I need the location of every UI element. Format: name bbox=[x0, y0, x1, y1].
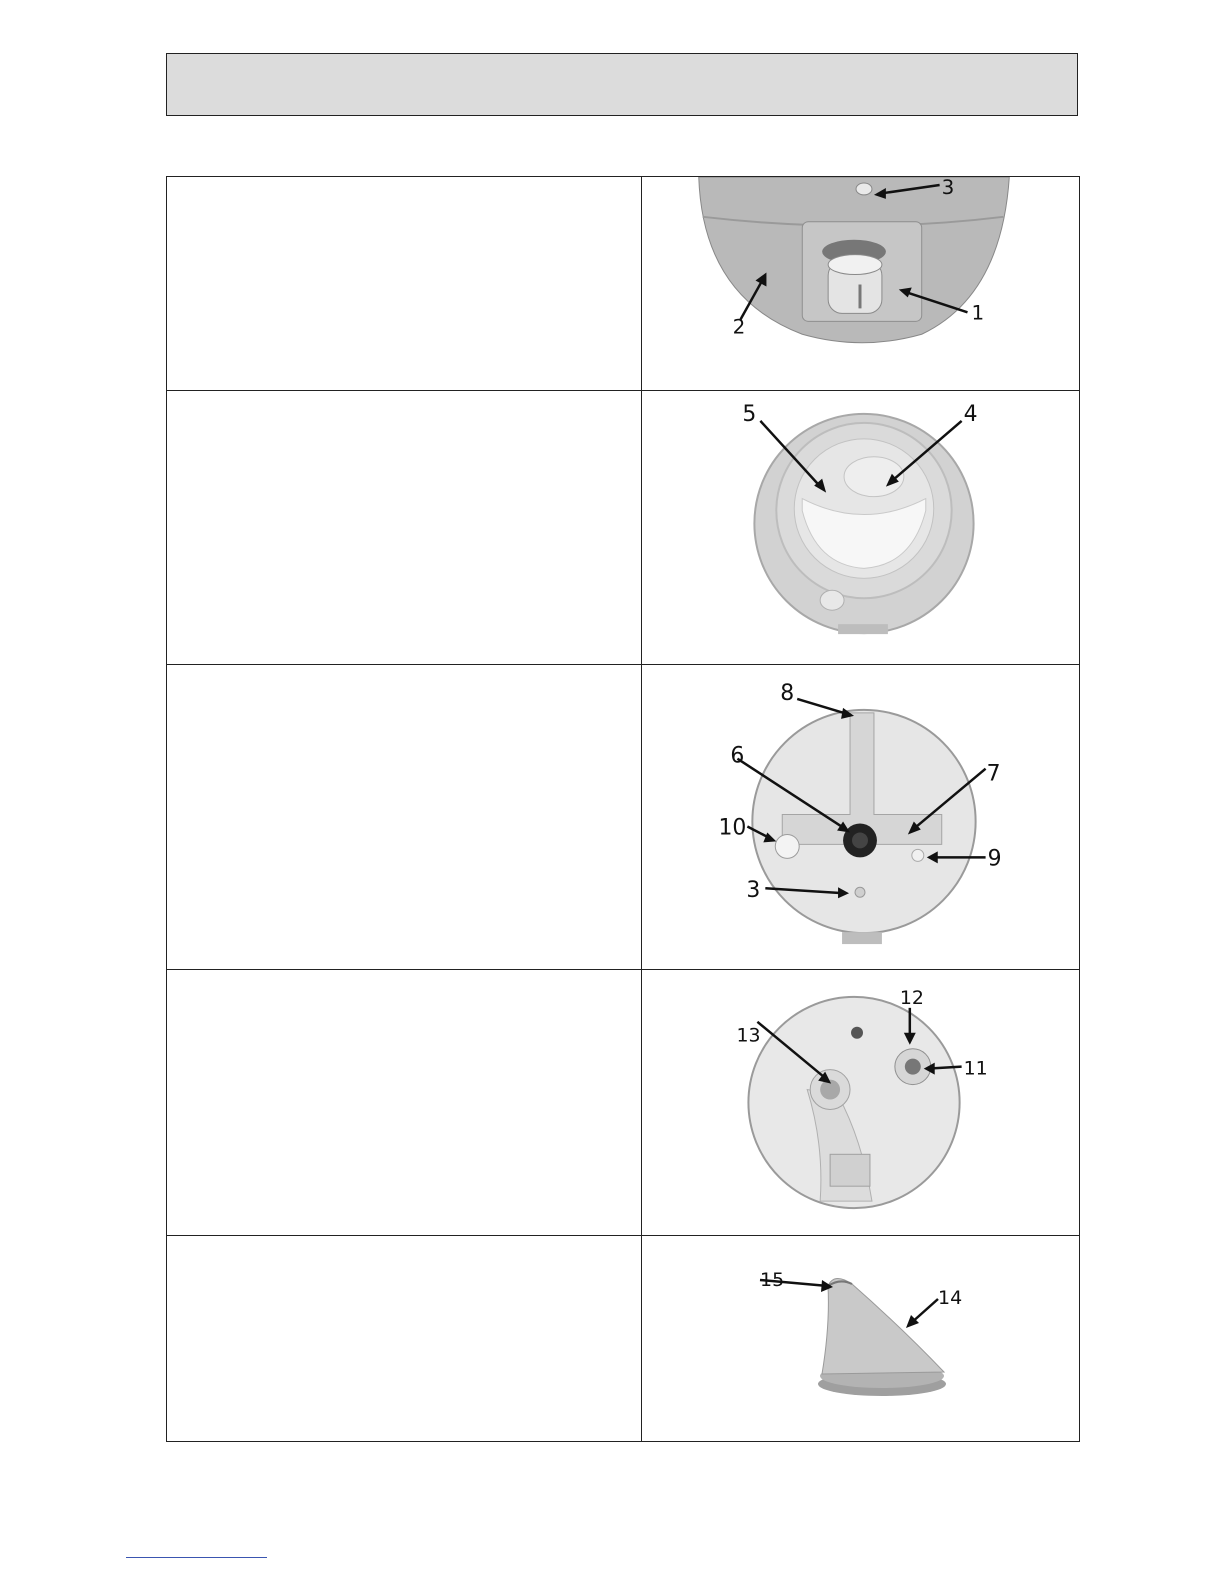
parts-table bbox=[166, 176, 1080, 1442]
callout-3b: 3 bbox=[746, 878, 761, 904]
humidifier-base-dial-image bbox=[642, 177, 1079, 390]
description-cell bbox=[167, 391, 642, 664]
inner-plate-image bbox=[642, 970, 1079, 1235]
callout-4: 4 bbox=[963, 401, 978, 427]
callout-1: 1 bbox=[971, 301, 985, 325]
water-tank-top-image bbox=[642, 391, 1079, 664]
callout-8: 8 bbox=[780, 680, 795, 706]
image-cell bbox=[642, 177, 1079, 390]
description-cell bbox=[167, 177, 642, 390]
callout-15: 15 bbox=[760, 1269, 785, 1291]
image-cell bbox=[642, 665, 1079, 969]
table-row bbox=[167, 970, 1079, 1236]
image-cell bbox=[642, 970, 1079, 1235]
table-row bbox=[167, 177, 1079, 391]
callout-6: 6 bbox=[730, 743, 745, 769]
callout-3: 3 bbox=[941, 177, 955, 199]
callout-7: 7 bbox=[986, 761, 1001, 787]
image-cell bbox=[642, 1236, 1079, 1441]
callout-11: 11 bbox=[963, 1057, 988, 1080]
mist-nozzle-image bbox=[642, 1236, 1079, 1441]
base-bottom-view-image bbox=[642, 665, 1079, 969]
callout-10: 10 bbox=[718, 815, 747, 841]
footer-rule bbox=[126, 1557, 267, 1558]
table-row bbox=[167, 1236, 1079, 1441]
callout-5: 5 bbox=[742, 401, 757, 427]
image-cell bbox=[642, 391, 1079, 664]
callout-9: 9 bbox=[987, 846, 1002, 872]
callout-13: 13 bbox=[736, 1024, 761, 1047]
callout-12: 12 bbox=[899, 986, 924, 1009]
description-cell bbox=[167, 665, 642, 969]
description-cell bbox=[167, 970, 642, 1235]
description-cell bbox=[167, 1236, 642, 1441]
header-bar bbox=[166, 53, 1078, 116]
callout-14: 14 bbox=[938, 1287, 963, 1309]
table-row bbox=[167, 665, 1079, 970]
table-row bbox=[167, 391, 1079, 665]
callout-2: 2 bbox=[732, 315, 746, 339]
